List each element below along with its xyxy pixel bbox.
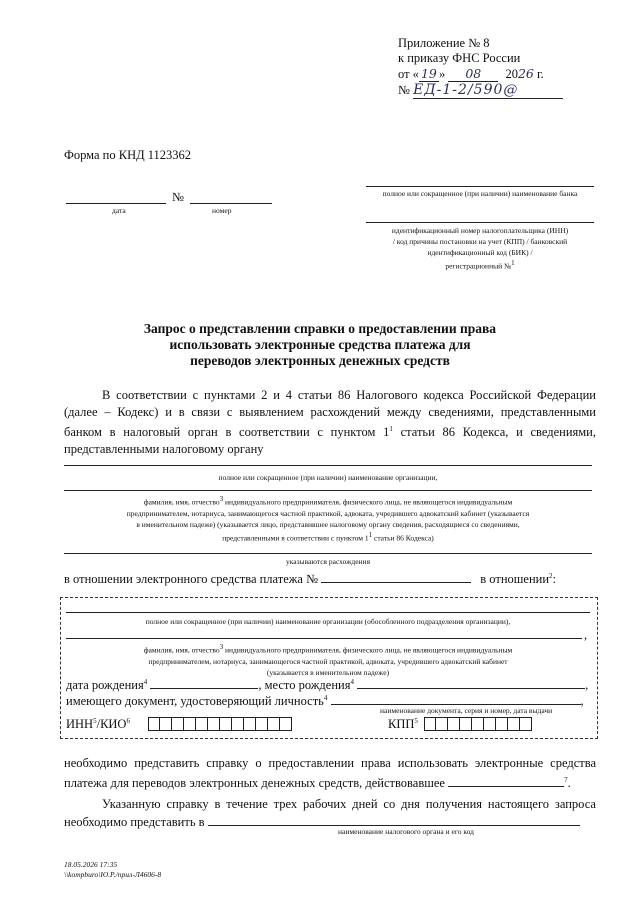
bank-caption: полное или сокращенное (при наличии) наименование банка bbox=[382, 189, 578, 198]
inn-label: ИНН$^5$/КИО$^6$ bbox=[66, 717, 130, 732]
appendix-date bbox=[398, 66, 588, 82]
discrepancy-caption: указываются расхождения bbox=[285, 557, 371, 566]
kpp-label: КПП$^5$ bbox=[388, 717, 418, 732]
year-suffix: 26 bbox=[517, 66, 534, 81]
org-line bbox=[64, 465, 592, 466]
doc-row: имеющего документ, удостоверяющий личность$^4$ , bbox=[66, 693, 584, 708]
number-caption: номер bbox=[212, 206, 232, 215]
doc-caption: наименование документа, серия и номер, дата выдачи bbox=[380, 706, 553, 715]
intro-paragraph: В соответствии с пунктами 2 и 4 статьи 86 Налогового кодекса Российской Федерации (далее – Кодекс) и в связи с выявлением расхождений между сведениями, представленными банком в налоговый орган в соответствии с пунктом $1^1$ статьи 86 Кодекса, и сведениями, представленными налоговому органу bbox=[64, 388, 596, 457]
kpp-cells[interactable] bbox=[424, 717, 532, 731]
appendix-title: Приложение № 8 bbox=[398, 36, 490, 50]
appendix-number bbox=[398, 82, 588, 99]
inn-line bbox=[366, 222, 594, 223]
bank-line bbox=[366, 186, 594, 187]
year-end: г. bbox=[536, 67, 544, 81]
id-document-field[interactable] bbox=[331, 692, 581, 705]
discrepancy-line bbox=[64, 553, 592, 554]
date-mid: » bbox=[438, 67, 446, 81]
print-stamp: 18.05.2026 17:35 \\kompburo\Ю.Р./прил-Л4606-8 bbox=[64, 860, 162, 879]
box-fio-comma: , bbox=[584, 628, 588, 642]
valid-date-field[interactable] bbox=[448, 774, 564, 787]
box-fio-caption: фамилия, имя, отчество$^3$ индивидуального предпринимателя, физического лица, не являющегося индивидуальным предпринимателем, нотариуса, занимающегося частной практикой, адвоката, учредившего адвокатский кабинет (указывается в именительном падеже) bbox=[143, 643, 513, 677]
year-prefix: 20 bbox=[505, 67, 518, 81]
date-prefix: от « bbox=[398, 67, 419, 81]
tax-authority-field[interactable] bbox=[208, 813, 580, 826]
box-fio-line bbox=[66, 638, 582, 639]
birth-date-field[interactable] bbox=[150, 676, 258, 689]
deadline-paragraph: Указанную справку в течение трех рабочих дней со дня получения настоящего запроса необходимо представить в bbox=[64, 797, 596, 829]
document-title: Запрос о представлении справки о предоставлении права использовать электронные средства платежа для переводов электронных денежных средств bbox=[143, 321, 497, 368]
fio-caption: фамилия, имя, отчество$^3$ индивидуального предпринимателя, физического лица, не являющегося индивидуальным предпринимателем, нотариуса, занимающегося частной практикой, адвоката, учредившего адвокатский кабинет (указывается в именительном падеже) (указывается лицо, представившее налоговому органу сведения, расходящиеся со сведениями, представленными в соответствии с пунктом $1^1$ статьи 86 Кодекса) bbox=[126, 495, 530, 542]
date-month: 08 bbox=[448, 66, 498, 82]
esp-row: в отношении электронного средства платежа № в отношении$^2$: bbox=[64, 571, 557, 586]
appendix-order: к приказу ФНС России bbox=[398, 51, 521, 65]
box-org-line bbox=[66, 612, 590, 613]
inn-cells[interactable] bbox=[148, 717, 292, 731]
order-number: ЕД-1-2/590@ bbox=[413, 82, 563, 99]
request-paragraph: необходимо представить справку о предоставлении права использовать электронные средства платежа для переводов электронных денежных средств, действовавшее $^7$. bbox=[64, 756, 596, 791]
box-org-caption: полное или сокращенное (при наличии) наименование организации (обособленного подразделения организации), bbox=[145, 617, 511, 626]
esp-number-field[interactable] bbox=[321, 570, 471, 583]
number-line bbox=[190, 203, 272, 204]
date-line bbox=[66, 203, 166, 204]
number-sign: № bbox=[172, 190, 184, 204]
org-caption: полное или сокращенное (при наличии) наименование организации, bbox=[218, 473, 438, 482]
date-day: 19 bbox=[419, 66, 439, 82]
inn-caption: идентификационный номер налогоплательщика (ИНН) / код причины постановки на учет (КПП) / банковский идентификационный код (БИК) / регистрационный №$^1$ bbox=[391, 226, 569, 271]
fio-line bbox=[64, 490, 592, 491]
date-caption: дата bbox=[112, 206, 126, 215]
birth-place-field[interactable] bbox=[357, 676, 585, 689]
form-code: Форма по КНД 1123362 bbox=[64, 148, 192, 162]
birth-row: дата рождения$^4$ , место рождения$^4$ , bbox=[66, 677, 589, 692]
tax-authority-caption: наименование налогового органа и его код bbox=[338, 827, 474, 836]
num-sign: № bbox=[398, 83, 410, 97]
